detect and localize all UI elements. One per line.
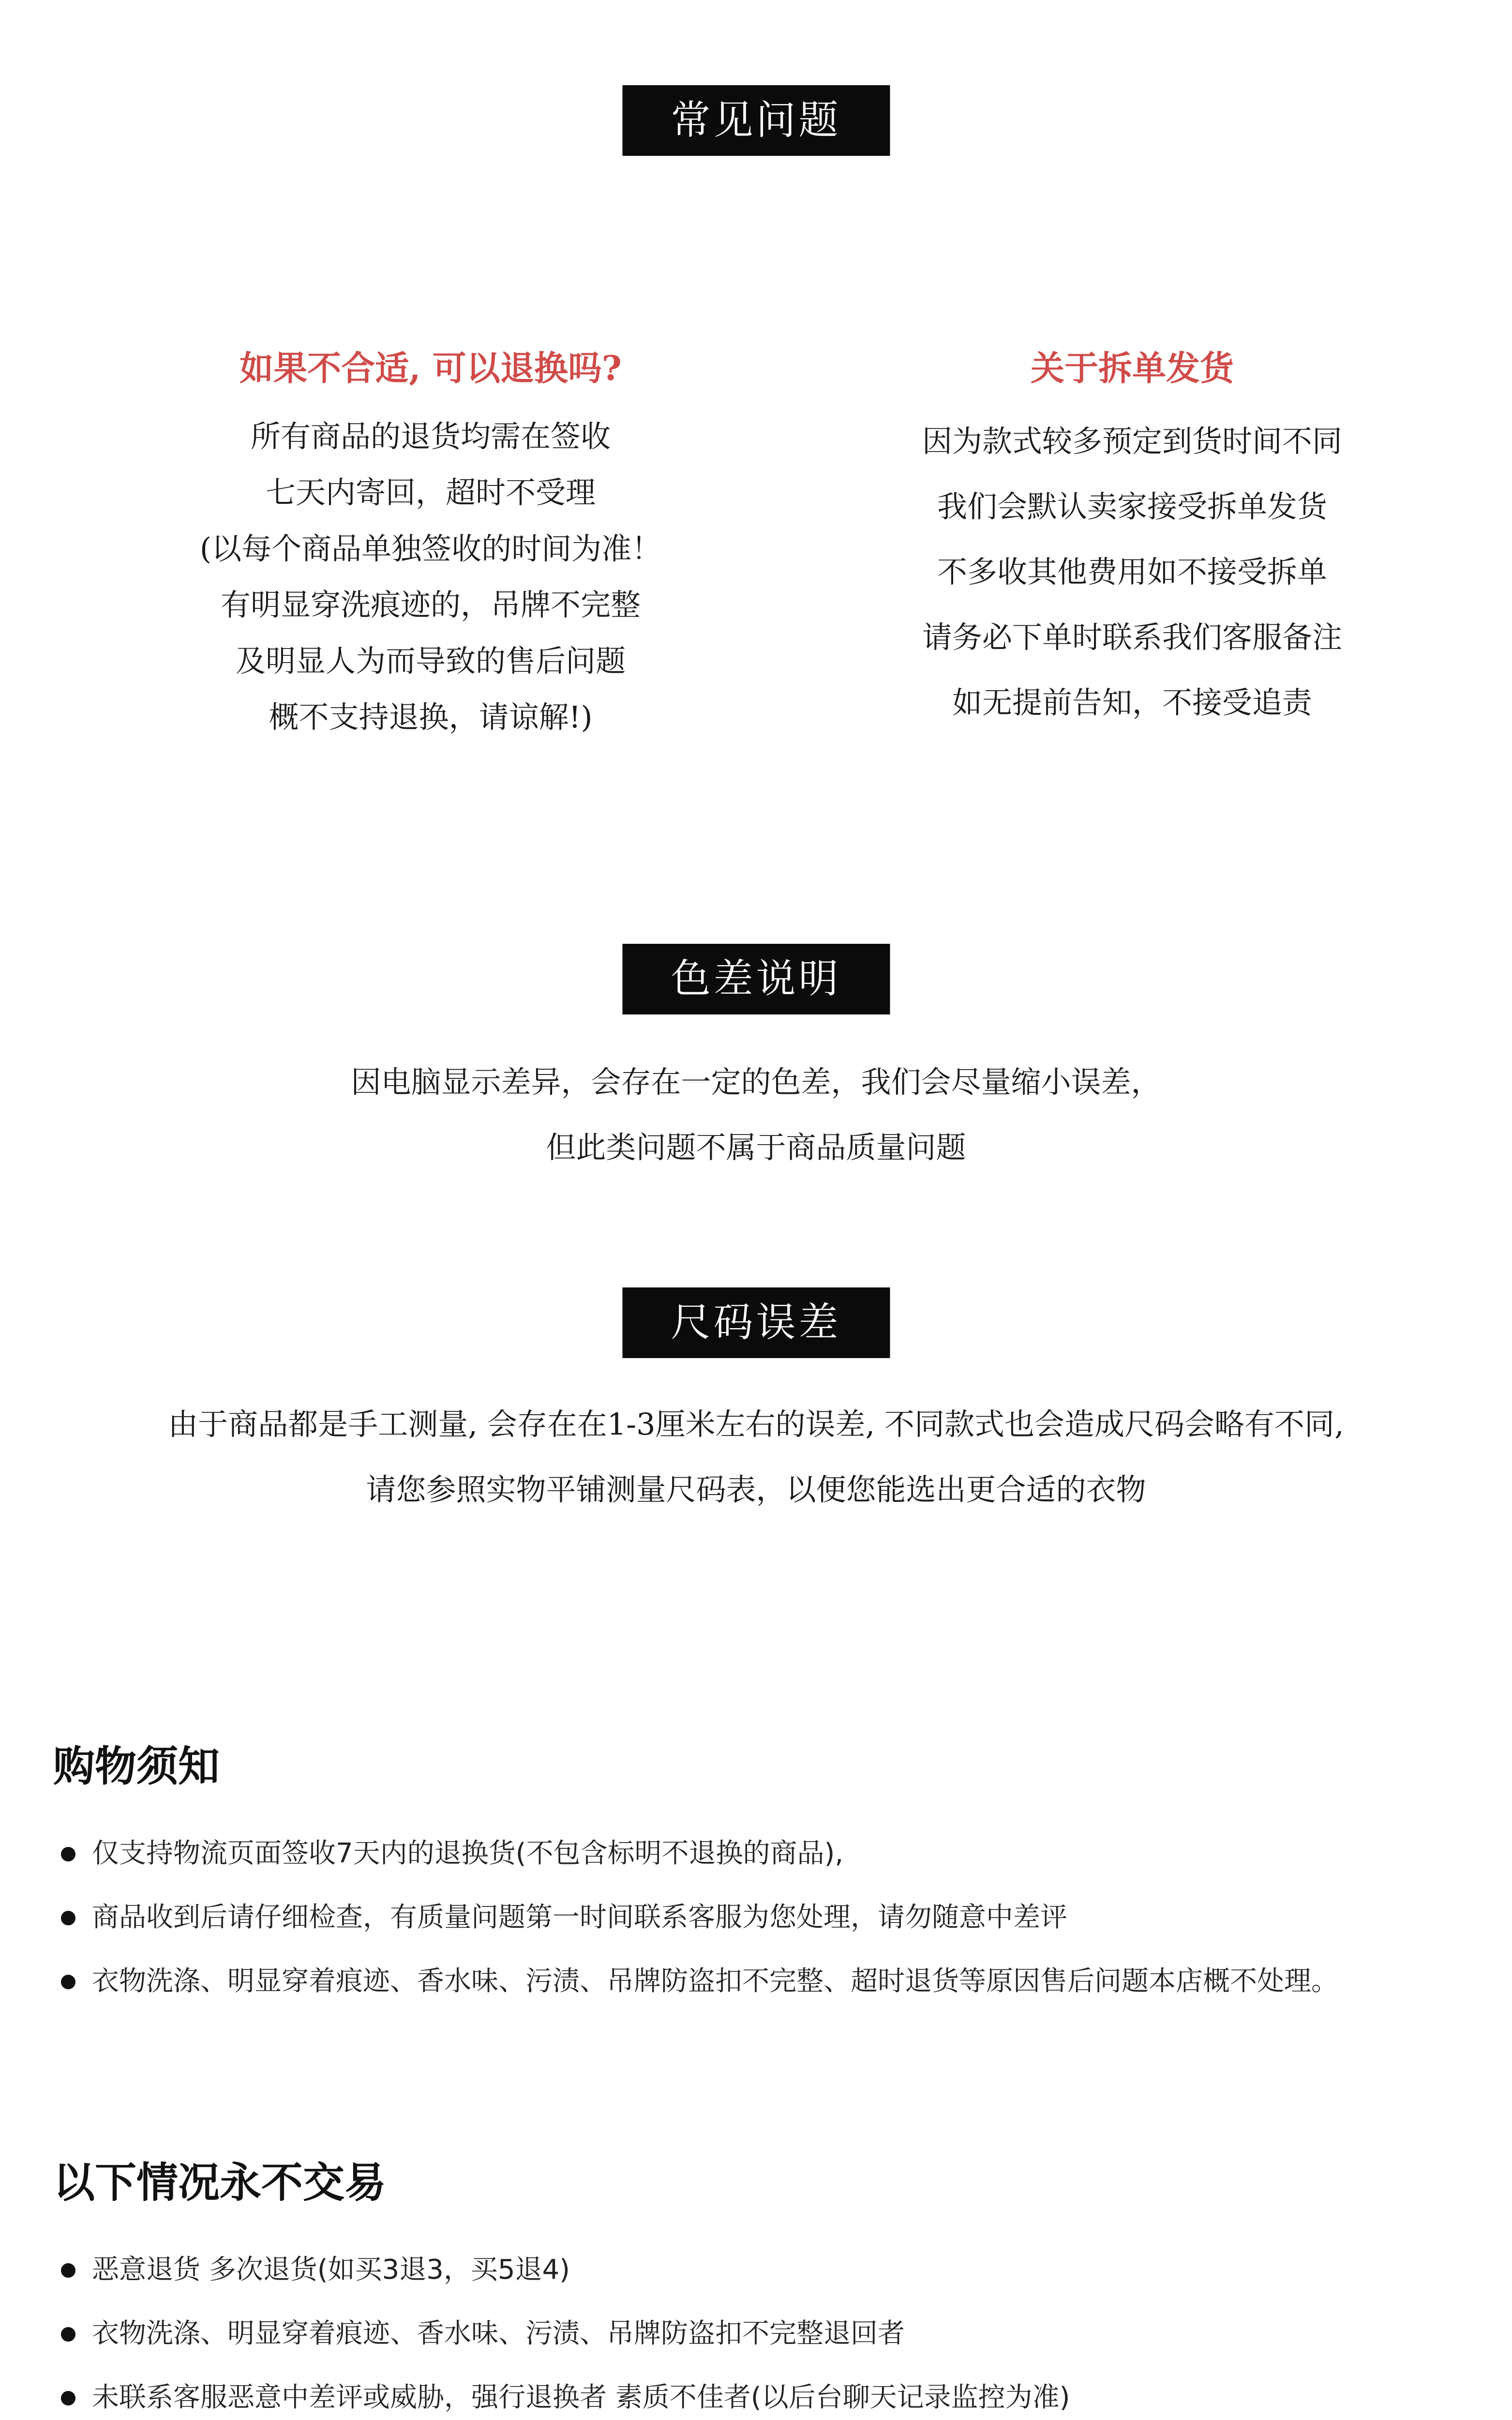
faq-split-shipping-line: 如无提前告知，不接受追责 [952, 685, 1312, 720]
faq-return-line: 七天内寄回，超时不受理 [265, 475, 596, 510]
faq-split-shipping-line: 因为款式较多预定到货时间不同 [922, 424, 1342, 459]
faq-return-block [140, 341, 721, 745]
faq-section-label: 常见问题 [622, 85, 890, 156]
color-diff-text [0, 1049, 1512, 1180]
list-item-text: 恶意退货 多次退货(如买3退3，买5退4) [92, 2254, 570, 2285]
size-error-line: 由于商品都是手工测量, 会存在在1-3厘米左右的误差, 不同款式也会造成尺码会略有不同, [168, 1407, 1344, 1442]
bullet-icon [61, 2391, 75, 2405]
list-item [53, 2366, 1485, 2420]
bullet-icon [61, 2263, 75, 2278]
list-item [53, 1886, 1485, 1950]
color-diff-section-label: 色差说明 [622, 944, 890, 1014]
color-diff-line: 因电脑显示差异，会存在一定的色差，我们会尽量缩小误差， [351, 1064, 1161, 1100]
faq-return-line: (以每个商品单独签收的时间为准！ [199, 531, 662, 566]
faq-split-shipping-line: 不多收其他费用如不接受拆单 [937, 554, 1327, 590]
faq-return-title: 如果不合适, 可以退换吗? [240, 348, 622, 388]
faq-split-shipping-title: 关于拆单发货 [1031, 348, 1234, 388]
faq-return-line: 有明显穿洗痕迹的，吊牌不完整 [220, 587, 641, 622]
size-error-text [0, 1392, 1512, 1522]
list-item [53, 1950, 1485, 2013]
faq-split-shipping-line: 请务必下单时联系我们客服备注 [922, 620, 1342, 655]
list-item-text: 衣物洗涤、明显穿着痕迹、香水味、污渍、吊牌防盗扣不完整退回者 [92, 2318, 905, 2349]
bullet-icon [61, 1911, 75, 1925]
faq-return-line: 所有商品的退货均需在签收 [250, 419, 611, 454]
list-item [53, 1822, 1485, 1886]
size-error-line: 请您参照实物平铺测量尺码表，以便您能选出更合适的衣物 [366, 1472, 1146, 1507]
list-item-text: 商品收到后请仔细检查，有质量问题第一时间联系客服为您处理，请勿随意中差评 [92, 1902, 1067, 1933]
bullet-icon [61, 1975, 75, 1989]
list-item-text: 衣物洗涤、明显穿着痕迹、香水味、污渍、吊牌防盗扣不完整、超时退货等原因售后问题本店概不处理。 [92, 1966, 1338, 1997]
shopping-notice-section [53, 1733, 1485, 2013]
color-diff-line: 但此类问题不属于商品质量问题 [546, 1130, 966, 1165]
list-item [53, 2238, 1485, 2302]
faq-split-shipping-line: 我们会默认卖家接受拆单发货 [937, 489, 1327, 524]
shopping-notice-title: 购物须知 [53, 1742, 220, 1791]
list-item-text: 仅支持物流页面签收7天内的退换货(不包含标明不退换的商品), [92, 1838, 844, 1869]
size-error-section-label: 尺码误差 [622, 1287, 890, 1358]
never-trade-title: 以下情况永不交易 [53, 2159, 386, 2207]
list-item-text: 未联系客服恶意中差评或威胁，强行退换者 素质不佳者(以后台聊天记录监控为准) [92, 2382, 1070, 2413]
faq-split-shipping-block [842, 341, 1422, 735]
never-trade-section [53, 2149, 1485, 2420]
bullet-icon [61, 2327, 75, 2342]
faq-return-line: 及明显人为而导致的售后问题 [235, 643, 626, 679]
faq-return-line: 概不支持退换，请谅解!) [269, 699, 593, 735]
list-item [53, 2302, 1485, 2366]
bullet-icon [61, 1847, 75, 1861]
